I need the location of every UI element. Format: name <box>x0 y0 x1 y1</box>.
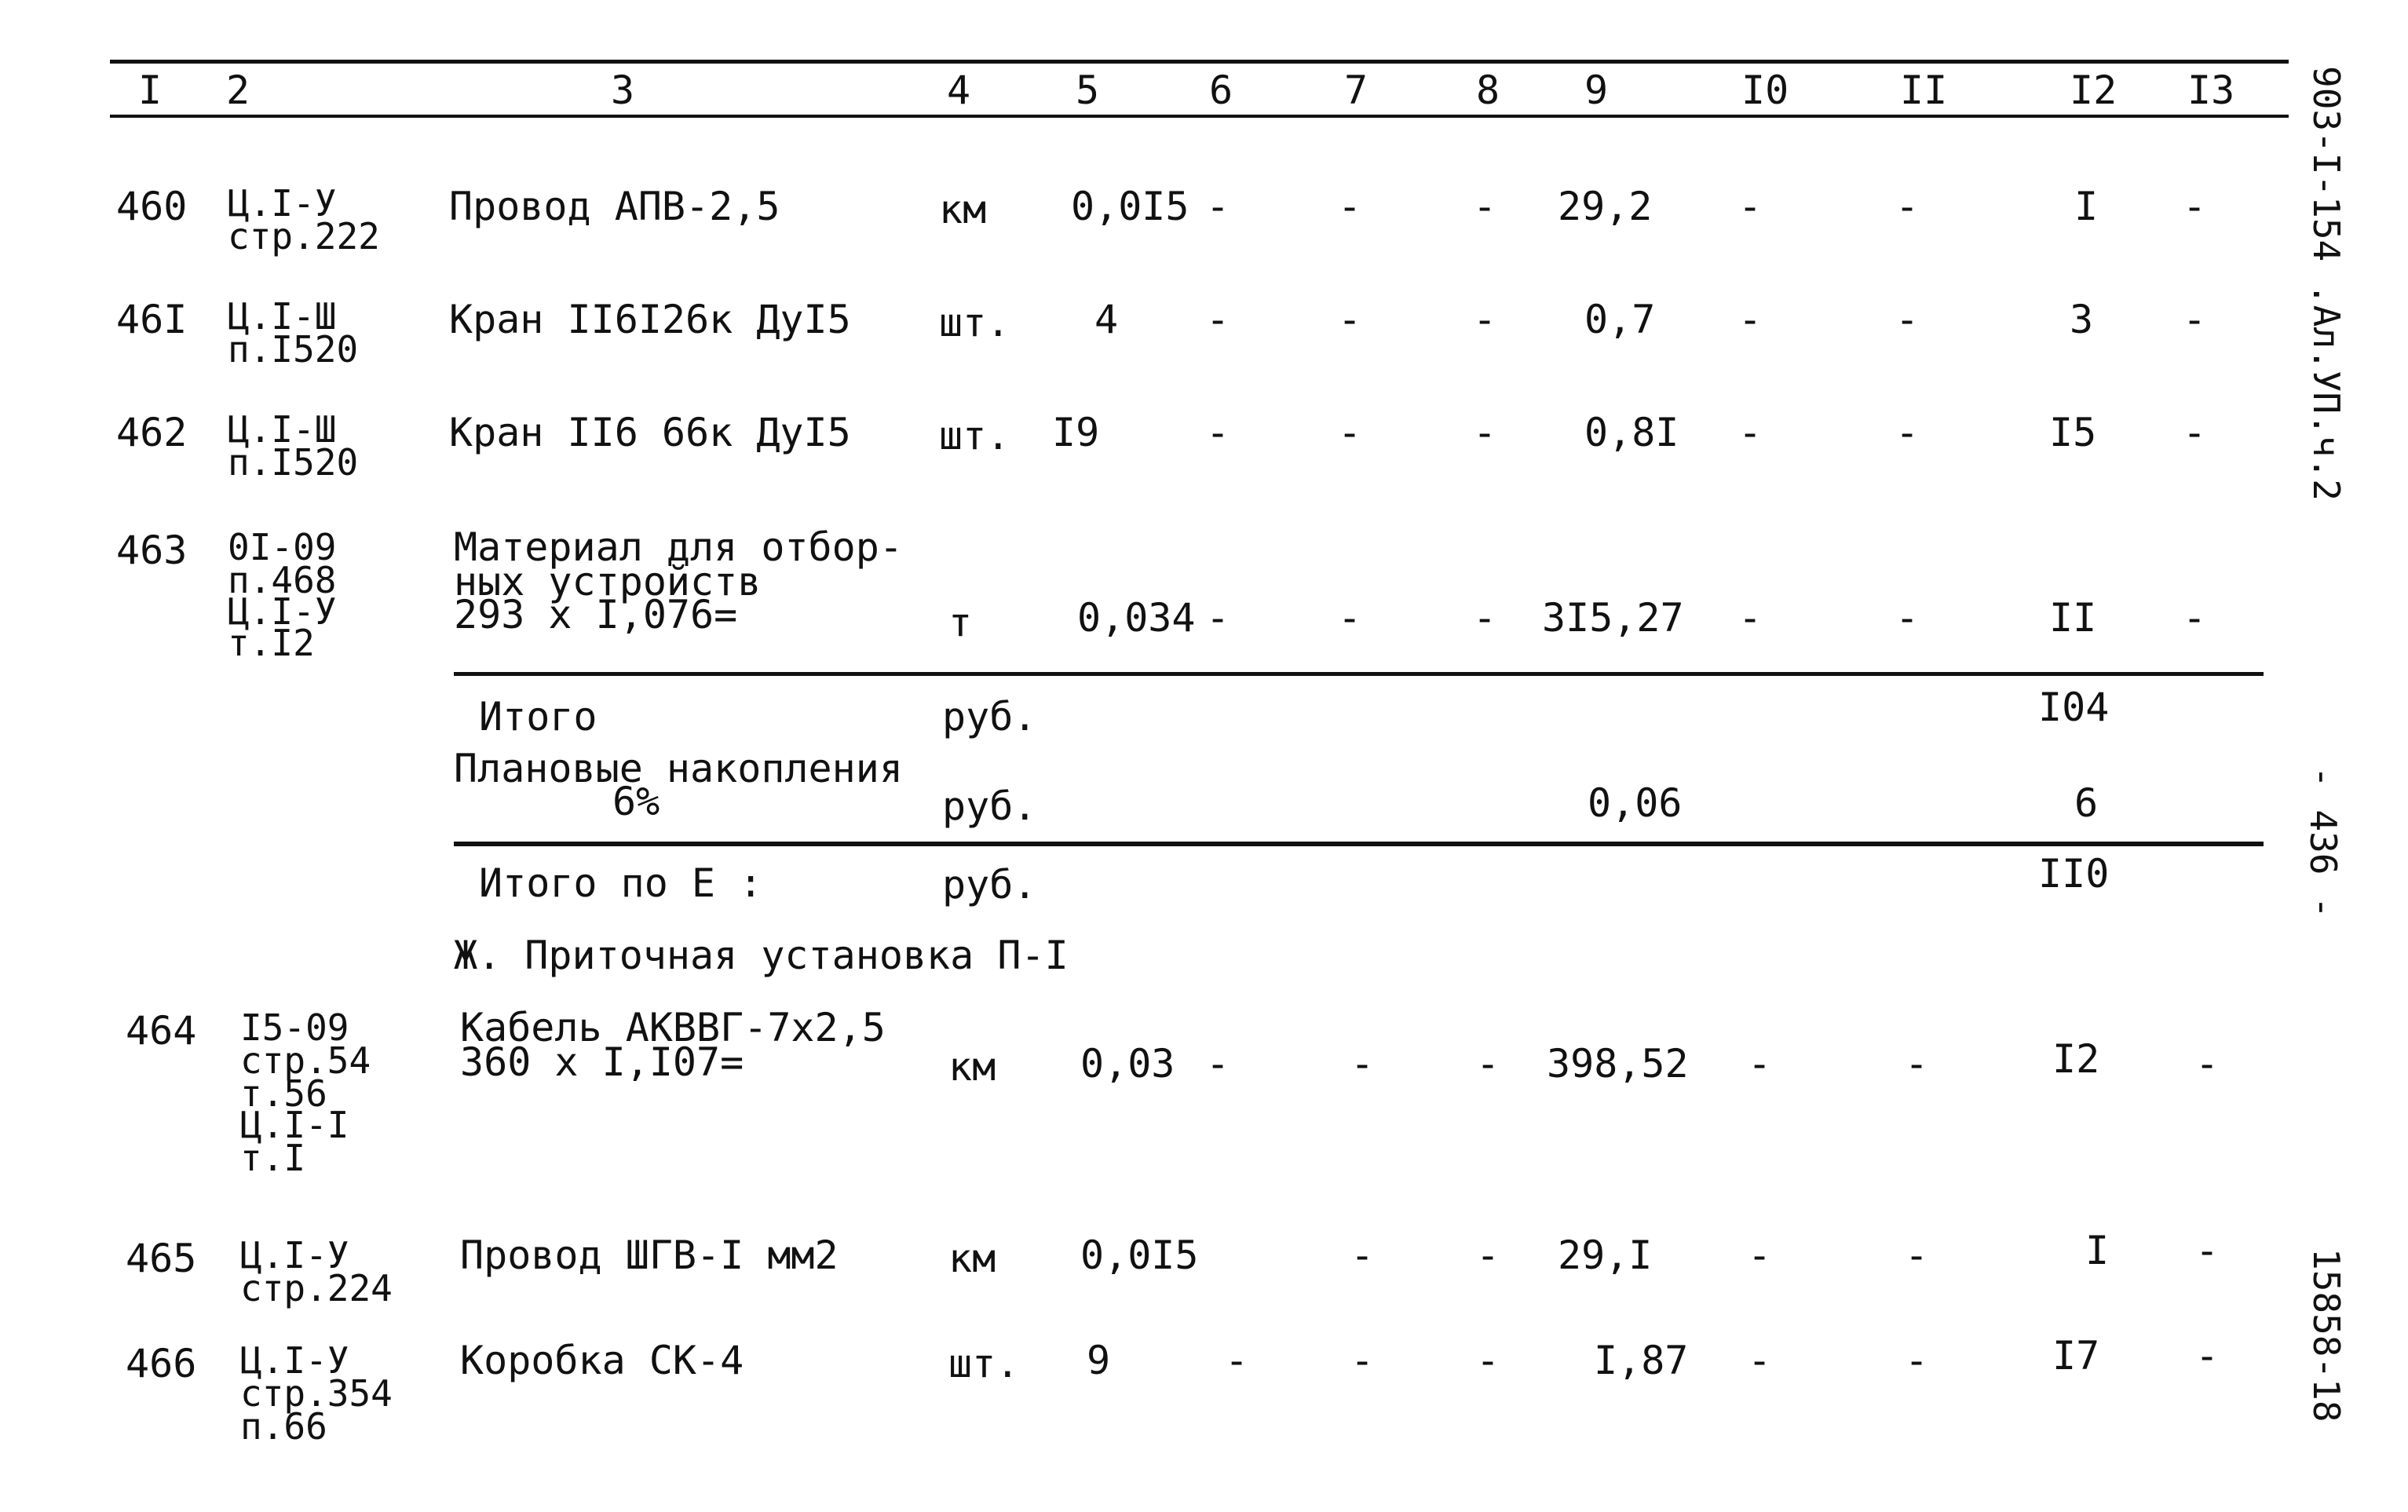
row-col8: - <box>1473 297 1497 342</box>
row-reference: Ц.I-I <box>240 1104 349 1146</box>
row-col10: - <box>1738 184 1763 229</box>
row-col13: - <box>2195 1228 2220 1273</box>
row-name: 293 х I,076= <box>454 592 738 637</box>
row-total: I <box>2074 184 2099 229</box>
row-name: Кран II6 66к ДуI5 <box>449 410 851 455</box>
row-col8: - <box>1473 595 1497 641</box>
planned-savings-value: 6 <box>2074 780 2099 826</box>
row-col6: - <box>1206 184 1230 229</box>
row-col13: - <box>2183 595 2207 641</box>
row-number: 463 <box>116 528 188 573</box>
row-col6: - <box>1206 410 1230 455</box>
header-col-4: 4 <box>947 68 971 113</box>
row-reference: т.56 <box>240 1072 327 1115</box>
row-qty: 4 <box>1094 297 1119 342</box>
row-col11: - <box>1895 595 1920 641</box>
side-label-document-code: 903-I-154 .Ал.УП.ч.2 <box>2305 66 2348 501</box>
row-price: 29,I <box>1558 1233 1653 1278</box>
subtotal-unit: руб. <box>942 694 1037 740</box>
row-col11: - <box>1905 1338 1929 1383</box>
row-unit: шт. <box>939 413 1010 458</box>
row-price: 3I5,27 <box>1542 595 1684 641</box>
row-col8: - <box>1476 1338 1500 1383</box>
row-col11: - <box>1895 297 1920 342</box>
row-reference: стр.354 <box>240 1372 393 1415</box>
header-col-7: 7 <box>1344 68 1368 113</box>
subtotal-value: I04 <box>2038 685 2110 730</box>
row-price: 29,2 <box>1558 184 1653 229</box>
row-qty: I9 <box>1052 410 1100 455</box>
row-qty: 0,0I5 <box>1080 1233 1199 1278</box>
row-col7: - <box>1350 1338 1375 1383</box>
row-qty: 0,034 <box>1077 595 1196 641</box>
header-col-5: 5 <box>1076 68 1100 113</box>
row-reference: т.I2 <box>228 622 315 664</box>
header-bottom-rule <box>110 115 2289 118</box>
row-price: 0,7 <box>1584 297 1656 342</box>
row-reference: т.I <box>240 1137 306 1179</box>
row-col7: - <box>1338 184 1362 229</box>
row-total: I <box>2085 1228 2110 1273</box>
row-col7: - <box>1350 1233 1375 1278</box>
row-col11: - <box>1895 410 1920 455</box>
row-col10: - <box>1748 1338 1772 1383</box>
total-e-value: II0 <box>2038 851 2110 897</box>
row-col6: - <box>1206 297 1230 342</box>
row-reference: п.I520 <box>228 441 359 484</box>
section-title: Ж. Приточная установка П-I <box>454 933 1069 978</box>
row-total: II <box>2049 595 2097 641</box>
row-name: Материал для отбор- <box>454 524 903 570</box>
row-reference: Ц.I-У <box>240 1339 349 1382</box>
side-label-inventory-number: 15858-18 <box>2305 1248 2348 1423</box>
row-unit: шт. <box>939 300 1010 345</box>
row-price: I,87 <box>1594 1338 1689 1383</box>
row-total: I2 <box>2052 1036 2100 1082</box>
row-name: Кабель АКВВГ-7х2,5 <box>460 1005 886 1050</box>
row-col7: - <box>1350 1041 1375 1087</box>
total-e-unit: руб. <box>942 862 1037 908</box>
header-col-6: 6 <box>1209 68 1233 113</box>
row-price: 398,52 <box>1547 1041 1689 1087</box>
row-name: Провод ШГВ-I мм2 <box>460 1233 839 1278</box>
planned-savings-unit: руб. <box>942 783 1037 829</box>
row-col10: - <box>1738 595 1763 641</box>
row-reference: I5-09 <box>240 1006 349 1049</box>
row-reference: Ц.I-У <box>240 1234 349 1276</box>
row-number: 466 <box>126 1341 197 1386</box>
row-reference: Ц.I-У <box>228 182 337 225</box>
planned-savings-price: 0,06 <box>1588 780 1683 826</box>
header-col-12: I2 <box>2070 68 2118 113</box>
subtotal-rule <box>454 672 2264 676</box>
row-number: 464 <box>126 1008 197 1054</box>
row-col10: - <box>1748 1233 1772 1278</box>
row-reference: Ц.I-У <box>228 590 337 633</box>
row-name: 360 х I,I07= <box>460 1039 744 1085</box>
row-col10: - <box>1748 1041 1772 1087</box>
row-qty: 0,03 <box>1080 1041 1175 1087</box>
row-reference: стр.222 <box>228 215 380 257</box>
header-col-8: 8 <box>1476 68 1500 113</box>
row-number: 46I <box>116 297 188 342</box>
row-col6: - <box>1206 595 1230 641</box>
planned-savings-percent: 6% <box>612 779 660 824</box>
row-col13: - <box>2183 410 2207 455</box>
row-total: 3 <box>2070 297 2094 342</box>
row-reference: п.468 <box>228 559 337 601</box>
row-unit: шт. <box>948 1341 1020 1386</box>
row-reference: п.66 <box>240 1405 327 1448</box>
row-qty: 0,0I5 <box>1071 184 1189 229</box>
header-col-13: I3 <box>2187 68 2235 113</box>
row-name: Провод АПВ-2,5 <box>449 184 780 229</box>
row-number: 460 <box>116 184 188 229</box>
row-col13: - <box>2183 297 2207 342</box>
row-col13: - <box>2183 184 2207 229</box>
row-col8: - <box>1476 1041 1500 1087</box>
row-col10: - <box>1738 297 1763 342</box>
row-col7: - <box>1338 410 1362 455</box>
row-col13: - <box>2195 1041 2220 1087</box>
row-total: I5 <box>2049 410 2097 455</box>
row-reference: Ц.I-Ш <box>228 295 337 338</box>
row-reference: 0I-09 <box>228 526 337 568</box>
row-col11: - <box>1905 1233 1929 1278</box>
header-col-11: II <box>1900 68 1948 113</box>
row-unit: км <box>948 1044 996 1090</box>
total-rule <box>454 842 2264 846</box>
row-col7: - <box>1338 595 1362 641</box>
row-name: Коробка СК-4 <box>460 1338 744 1383</box>
row-unit: км <box>939 187 987 232</box>
row-name: Кран II6I26к ДуI5 <box>449 297 851 342</box>
row-total: I7 <box>2052 1333 2100 1379</box>
row-col10: - <box>1738 410 1763 455</box>
row-col8: - <box>1476 1233 1500 1278</box>
row-col7: - <box>1338 297 1362 342</box>
side-label-page-number: - 436 - <box>2302 766 2344 919</box>
row-number: 462 <box>116 410 188 455</box>
row-unit: км <box>948 1236 996 1281</box>
planned-savings-label: Плановые накопления <box>454 746 903 791</box>
row-name: ных устройств <box>454 559 762 604</box>
header-col-1: I <box>138 68 163 113</box>
row-unit: т <box>948 600 973 645</box>
row-number: 465 <box>126 1236 197 1281</box>
row-reference: стр.224 <box>240 1267 393 1309</box>
header-top-rule <box>110 60 2289 64</box>
row-col6: - <box>1206 1041 1230 1087</box>
row-col6: - <box>1225 1338 1249 1383</box>
header-col-9: 9 <box>1584 68 1609 113</box>
row-col11: - <box>1895 184 1920 229</box>
row-col8: - <box>1473 184 1497 229</box>
header-col-3: 3 <box>611 68 635 113</box>
header-col-2: 2 <box>226 68 250 113</box>
row-reference: п.I520 <box>228 328 359 371</box>
total-e-label: Итого по Е : <box>479 860 763 906</box>
row-reference: стр.54 <box>240 1039 371 1082</box>
row-col13: - <box>2195 1333 2220 1379</box>
header-col-10: I0 <box>1741 68 1789 113</box>
row-reference: Ц.I-Ш <box>228 408 337 451</box>
row-col11: - <box>1905 1041 1929 1087</box>
row-qty: 9 <box>1087 1338 1111 1383</box>
row-price: 0,8I <box>1584 410 1679 455</box>
row-col8: - <box>1473 410 1497 455</box>
subtotal-label: Итого <box>479 694 597 740</box>
